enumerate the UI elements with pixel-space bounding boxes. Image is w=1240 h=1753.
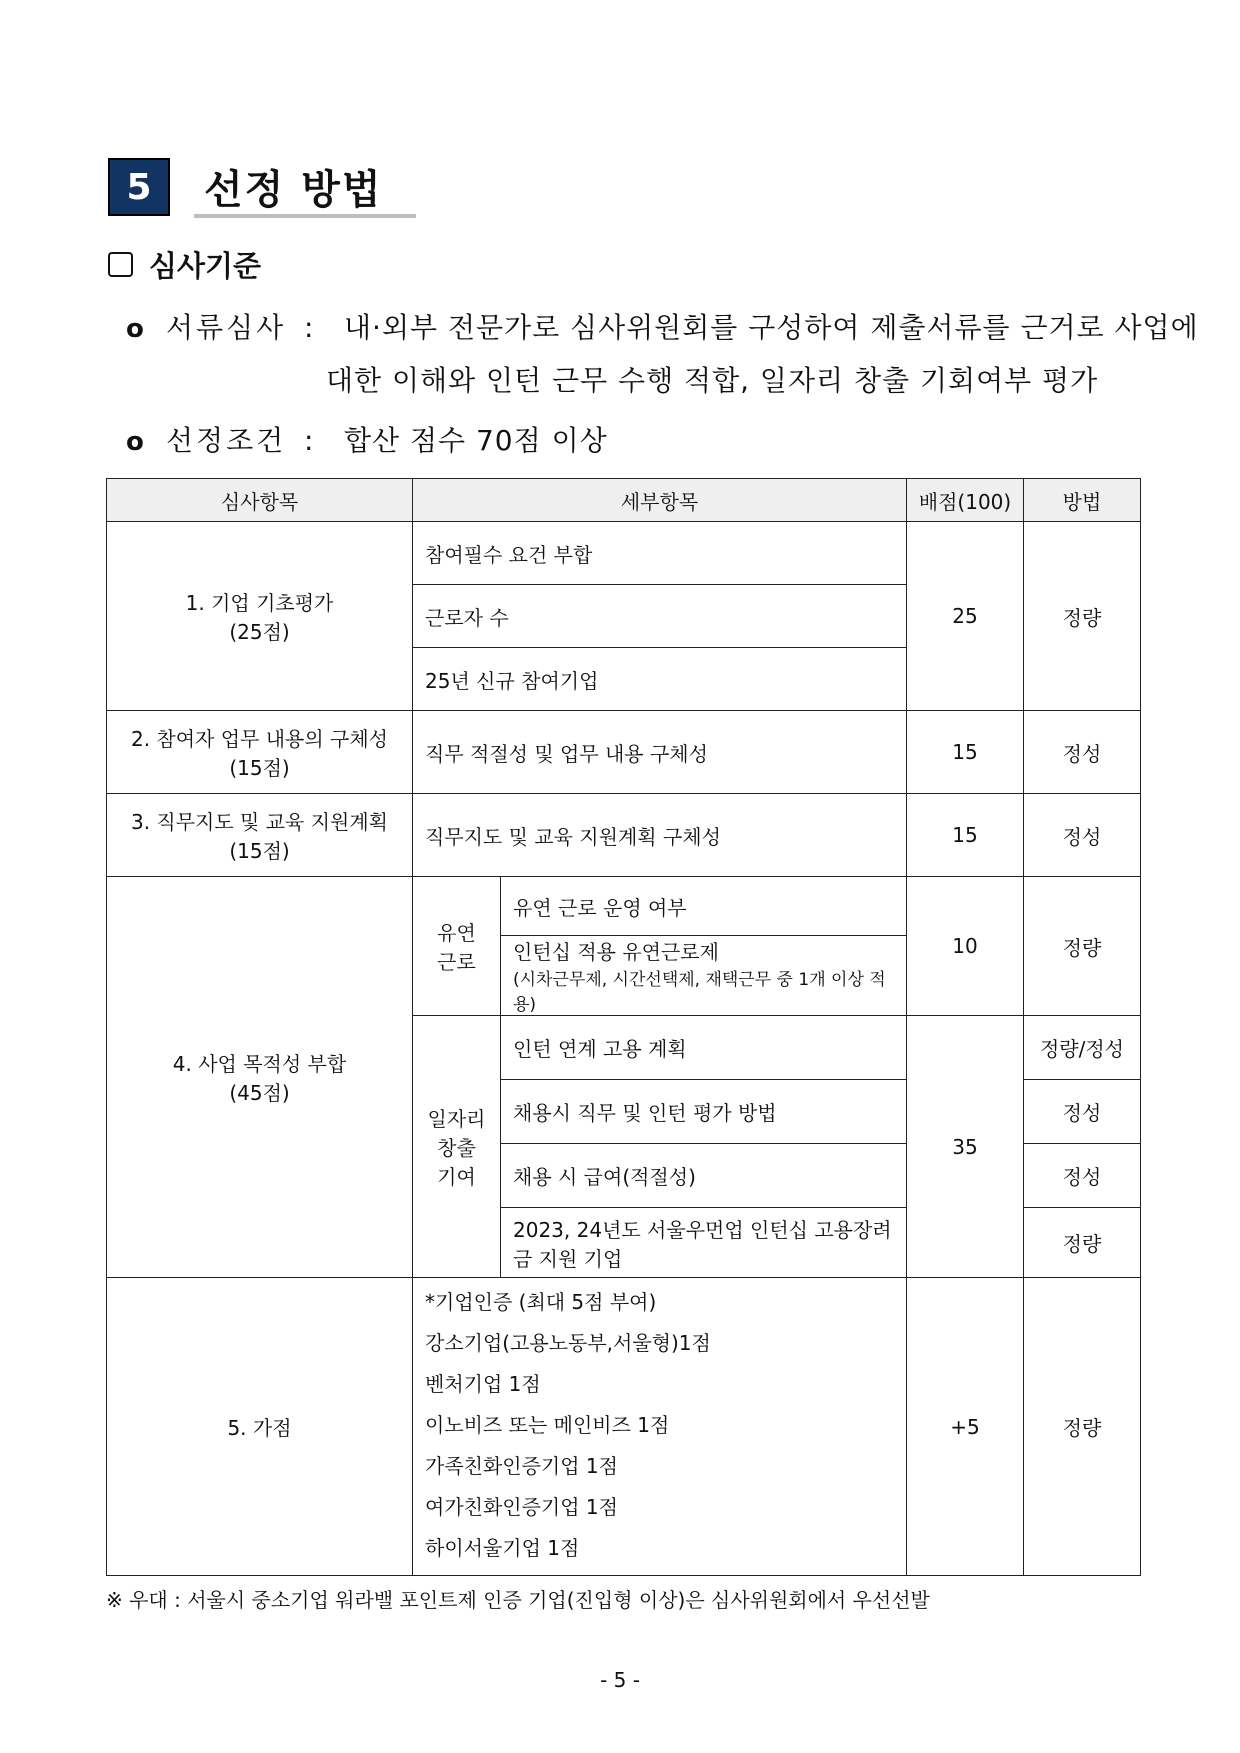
section-title: 선정 방법 <box>204 167 383 213</box>
score-cell: 15 <box>907 711 1024 794</box>
bullet-continuation: 대한 이해와 인턴 근무 수행 적합, 일자리 창출 기회여부 평가 <box>326 364 1099 397</box>
item-cell: 5. 가점 <box>107 1278 413 1576</box>
bullet-text: 합산 점수 70점 이상 <box>344 424 608 457</box>
detail-note: (시차근무제, 시간선택제, 재택근무 중 1개 이상 적용) <box>513 970 886 1015</box>
score-cell: 15 <box>907 794 1024 877</box>
detail-cell: 채용시 직무 및 인턴 평가 방법 <box>501 1080 907 1144</box>
bonus-item: 하이서울기업 1점 <box>425 1536 580 1560</box>
subgroup-cell-job-creation <box>413 1016 501 1278</box>
table-row <box>107 877 1141 936</box>
item-points: (15점) <box>229 839 290 863</box>
table-row <box>107 1278 1141 1576</box>
item-cell <box>107 711 413 794</box>
table-header-row <box>107 479 1141 522</box>
footnote: ※ 우대 : 서울시 중소기업 워라밸 포인트제 인증 기업(진입형 이상)은 심사위원회에서 우선선발 <box>106 1588 930 1612</box>
section-title-underline <box>194 214 416 218</box>
item-label: 1. 기업 기초평가 <box>185 591 334 615</box>
page-number: - 5 - <box>600 1668 640 1692</box>
item-cell <box>107 877 413 1278</box>
bullet-colon: : <box>304 311 314 344</box>
detail-cell: 근로자 수 <box>413 585 907 648</box>
bullet-label: 서류심사 <box>166 311 287 344</box>
header-detail: 세부항목 <box>413 479 907 522</box>
bonus-item: 벤처기업 1점 <box>425 1372 541 1396</box>
item-points: (15점) <box>229 756 290 780</box>
detail-cell <box>501 936 907 1016</box>
detail-cell: 참여필수 요건 부합 <box>413 522 907 585</box>
detail-cell-bonus-list <box>413 1278 907 1576</box>
item-cell <box>107 522 413 711</box>
bullet-text: 내·외부 전문가로 심사위원회를 구성하여 제출서류를 근거로 사업에 <box>344 311 1199 344</box>
method-cell: 정량 <box>1024 522 1141 711</box>
item-label: 2. 참여자 업무 내용의 구체성 <box>130 727 389 751</box>
subsection-title: 심사기준 <box>149 249 262 283</box>
item-points: (25점) <box>229 620 290 644</box>
subgroup-label: 근로 <box>437 950 476 974</box>
bullet-icon: o <box>126 314 144 344</box>
bonus-item: *기업인증 (최대 5점 부여) <box>425 1290 657 1314</box>
table-row <box>107 522 1141 585</box>
method-cell: 정성 <box>1024 794 1141 877</box>
checkbox-icon <box>108 252 133 277</box>
method-cell: 정량 <box>1024 1208 1141 1278</box>
detail-cell: 직무지도 및 교육 지원계획 구체성 <box>413 794 907 877</box>
item-label: 4. 사업 목적성 부합 <box>172 1052 347 1076</box>
bullet-document-review <box>126 306 1199 346</box>
detail-cell: 인턴 연계 고용 계획 <box>501 1016 907 1080</box>
item-points: (45점) <box>229 1081 290 1105</box>
bonus-item: 강소기업(고용노동부,서울형)1점 <box>425 1331 711 1355</box>
score-cell: 10 <box>907 877 1024 1016</box>
bonus-item: 여가친화인증기업 1점 <box>425 1495 618 1519</box>
detail-cell: 유연 근로 운영 여부 <box>501 877 907 936</box>
table-row <box>107 794 1141 877</box>
header-method: 방법 <box>1024 479 1141 522</box>
section-number-badge: 5 <box>108 158 170 216</box>
subgroup-cell-flexible-work <box>413 877 501 1016</box>
subgroup-label: 창출 <box>437 1136 476 1160</box>
header-item: 심사항목 <box>107 479 413 522</box>
detail-cell: 직무 적절성 및 업무 내용 구체성 <box>413 711 907 794</box>
method-cell: 정량 <box>1024 1278 1141 1576</box>
subgroup-label: 기여 <box>437 1165 476 1189</box>
header-score: 배점(100) <box>907 479 1024 522</box>
score-cell: +5 <box>907 1278 1024 1576</box>
subgroup-label: 유연 <box>437 921 476 945</box>
score-cell: 25 <box>907 522 1024 711</box>
subgroup-label: 일자리 <box>427 1107 486 1131</box>
method-cell: 정량/정성 <box>1024 1016 1141 1080</box>
bullet-icon: o <box>126 427 144 457</box>
detail-cell: 채용 시 급여(적절성) <box>501 1144 907 1208</box>
method-cell: 정성 <box>1024 1080 1141 1144</box>
table-row <box>107 711 1141 794</box>
bullet-colon: : <box>304 424 314 457</box>
bullet-selection-condition <box>126 419 608 459</box>
method-cell: 정량 <box>1024 877 1141 1016</box>
item-cell <box>107 794 413 877</box>
method-cell: 정성 <box>1024 1144 1141 1208</box>
detail-text: 2023, 24년도 서울우먼업 인턴십 고용장려 <box>513 1217 892 1242</box>
bonus-item: 이노비즈 또는 메인비즈 1점 <box>425 1413 670 1437</box>
detail-text: 금 지원 기업 <box>513 1246 623 1271</box>
detail-cell: 25년 신규 참여기업 <box>413 648 907 711</box>
subsection-heading <box>108 244 261 285</box>
bonus-item: 가족친화인증기업 1점 <box>425 1454 618 1478</box>
bullet-label: 선정조건 <box>166 424 287 457</box>
detail-text: 인턴십 적용 유연근로제 <box>513 940 719 964</box>
item-label: 3. 직무지도 및 교육 지원계획 <box>130 810 389 834</box>
method-cell: 정성 <box>1024 711 1141 794</box>
criteria-table <box>106 478 1141 1576</box>
score-cell: 35 <box>907 1016 1024 1278</box>
detail-cell <box>501 1208 907 1278</box>
